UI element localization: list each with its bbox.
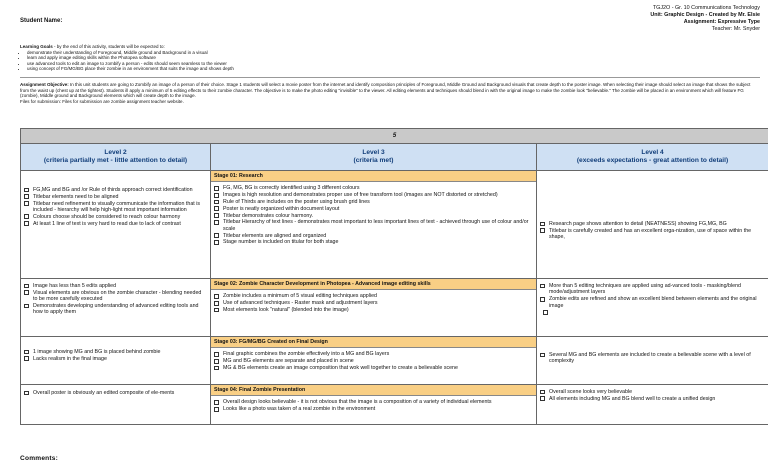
checkbox[interactable] — [214, 294, 219, 299]
rubric-table — [20, 128, 768, 425]
teacher-line: Teacher: Mr. Snyder — [711, 26, 760, 32]
checkbox[interactable] — [214, 206, 219, 211]
checkbox[interactable] — [214, 359, 219, 364]
checkbox[interactable] — [24, 214, 29, 219]
checkbox[interactable] — [540, 353, 545, 358]
stage-label: Stage 03: FG/MG/BG Created on Final Design — [211, 337, 536, 348]
learning-goals — [20, 44, 440, 72]
checkbox[interactable] — [24, 284, 29, 289]
stage-label: Stage 01: Research — [211, 171, 536, 182]
checkbox[interactable] — [540, 297, 545, 302]
stage-label: Stage 04: Final Zombie Presentation — [211, 385, 536, 396]
rubric-row-final-presentation: Overall poster is obviously an edited composite of ele-ments Stage 04: Final Zombie Presentation Overall design looks believable - it is not obvious that the image is a composition of a variety of individual elements Looks like a photo was taken of a real zombie in the environment Overall scene looks very believable All elements including MG and BG blend well to create a unified design — [21, 385, 768, 425]
files-note: Files for submission: Files for submission are zombie assignment teacher website. — [20, 99, 184, 104]
assignment-line: Assignment: Expressive Type — [683, 19, 760, 25]
checkbox[interactable] — [24, 221, 29, 226]
goal-item: • demonstrate their understanding of Foreground, Middle ground and Background in a visual — [27, 50, 440, 56]
objective-lead: Assignment Objective: — [20, 82, 69, 87]
checkbox[interactable] — [214, 301, 219, 306]
checkbox[interactable] — [214, 233, 219, 238]
assignment-objective — [20, 82, 760, 99]
student-name-label: Student Name: — [20, 18, 63, 24]
level-3-header: Level 3 (criteria met) — [211, 144, 537, 171]
rubric-row-fg-mg-bg: 1 image showing MG and BG is placed behind zombie Lacks realism in the final image Stage 03: FG/MG/BG Created on Final Design Final graphic combines the zombie effectively into a MG and BG layers MG and BG elements are separate and placed in scene MG & BG elements create an image composition that wok well together to create a believable scene Several MG and BG elements are included to create a believable scene with a level of complexity — [21, 337, 768, 385]
checkbox[interactable] — [214, 220, 219, 225]
checkbox[interactable] — [214, 352, 219, 357]
checkbox[interactable] — [543, 310, 548, 315]
goals-lead-rest: - by the end of this activity, students will be expected to: — [52, 44, 165, 49]
checkbox[interactable] — [214, 186, 219, 191]
document-header — [650, 5, 760, 33]
goal-item: • learn and apply image editing skills within the Photopea software — [27, 55, 440, 61]
checkbox[interactable] — [24, 194, 29, 199]
checkbox[interactable] — [214, 213, 219, 218]
rubric-row-zombie-development: Image has less than 5 edits applied Visual elements are obvious on the zombie character - blending needed to be more carefully executed Demonstrates developing understanding of advanced editing tools and how to apply them Stage 02: Zombie Character Development in Photopea - Advanced image editing skills Zombie includes a minimum of 5 visual editing techniques applied Use of advanced techniques - Raster mask and adjustment layers Most elements look "natural" (blended into the image) More than 5 editing techniques are applied using ad-vanced tools - masking/blend mode/adjustment layers Zombie edits are refined and show an excellent blend between elements and the original image — [21, 279, 768, 337]
checkbox[interactable] — [540, 228, 545, 233]
course-line: TGJ2O - Gr. 10 Communications Technology — [652, 5, 760, 11]
level-2-header: Level 2 (criteria partially met - little attention to detail) — [21, 144, 211, 171]
checkbox[interactable] — [24, 391, 29, 396]
checkbox[interactable] — [24, 188, 29, 193]
goal-item: • using concept of FG/MG/BG place their zombie in an environment that suits the image and shows depth — [27, 66, 440, 72]
checkbox[interactable] — [540, 284, 545, 289]
checkbox[interactable] — [214, 200, 219, 205]
checkbox[interactable] — [24, 290, 29, 295]
divider — [20, 77, 760, 78]
rubric-row-research: FG,MG and BG and /or Rule of thirds approach correct identification Titlebar elements need to be aligned Titlebar need refinement to visually communicate the information that is included - hierarchy will help high-light most important information Colours choose should be considered to reach colour harmony At least 1 line of text is very hard to read due to lack of contrast Stage 01: Research FG, MG, BG is correctly identified using 3 different colours Images is high resolution and demonstrates proper use of free transform tool (images are NOT distorted or stretched) Rule of Thirds are includes on the poster using brush grid lines Poster is neatly organized within document layout Titlebar demonstrates colour harmony. Titlebar Hierarchy of text lines - demonstrates most important to less important lines of text - achieved through use of colour and/or scale Titlebar elements are aligned and organized Stage number is included on titular for both stage Research page shows attention to detail (NEATNESS) showing FG,MG, BG Titlebar is carefully created and has an excellent orga-nization, use of space within the shape, — [21, 171, 768, 279]
checkbox[interactable] — [540, 222, 545, 227]
checkbox[interactable] — [24, 356, 29, 361]
checkbox[interactable] — [214, 407, 219, 412]
rubric-title: 5 — [21, 129, 768, 144]
goals-lead: Learning Goals — [20, 44, 53, 49]
checkbox[interactable] — [214, 240, 219, 245]
unit-line: Unit: Graphic Design - Created by Mr. Elsie — [650, 12, 760, 18]
checkbox[interactable] — [24, 201, 29, 206]
checkbox[interactable] — [540, 390, 545, 395]
goal-item: • use advanced tools to edit an image to zombify a person - edits should seem seamless to the viewer — [27, 61, 440, 67]
checkbox[interactable] — [214, 366, 219, 371]
checkbox[interactable] — [24, 304, 29, 309]
stage-label: Stage 02: Zombie Character Development in Photopea - Advanced image editing skills — [211, 279, 536, 290]
checkbox[interactable] — [24, 350, 29, 355]
level-4-header: Level 4 (exceeds expectations - great attention to detail) — [537, 144, 768, 171]
checkbox[interactable] — [214, 193, 219, 198]
objective-text: In this unit students are going to Zombify an image of a person of their choice. Stage 1 students will select a movie poster from the internet and identify composition principles of Foreground, Middle Ground and Background visuals that create depth to the poster image. When selecting their image should select an image that shows the subject from the waist up (chest up at the tightest). Students ill apply a minimum of 5 editing effects to their zombie character. The objective is to make the photo editing "invisible" to the viewer. All editing elements and techniques should blend in with the original image to make the zombie look "believable." The zombie will be placed in an environment which will feature FG (zombie), Middle ground and Background elements which will create depth to the image. — [20, 82, 751, 99]
checkbox[interactable] — [214, 400, 219, 405]
checkbox[interactable] — [214, 308, 219, 313]
checkbox[interactable] — [540, 396, 545, 401]
comments-label: Comments: — [20, 455, 59, 462]
